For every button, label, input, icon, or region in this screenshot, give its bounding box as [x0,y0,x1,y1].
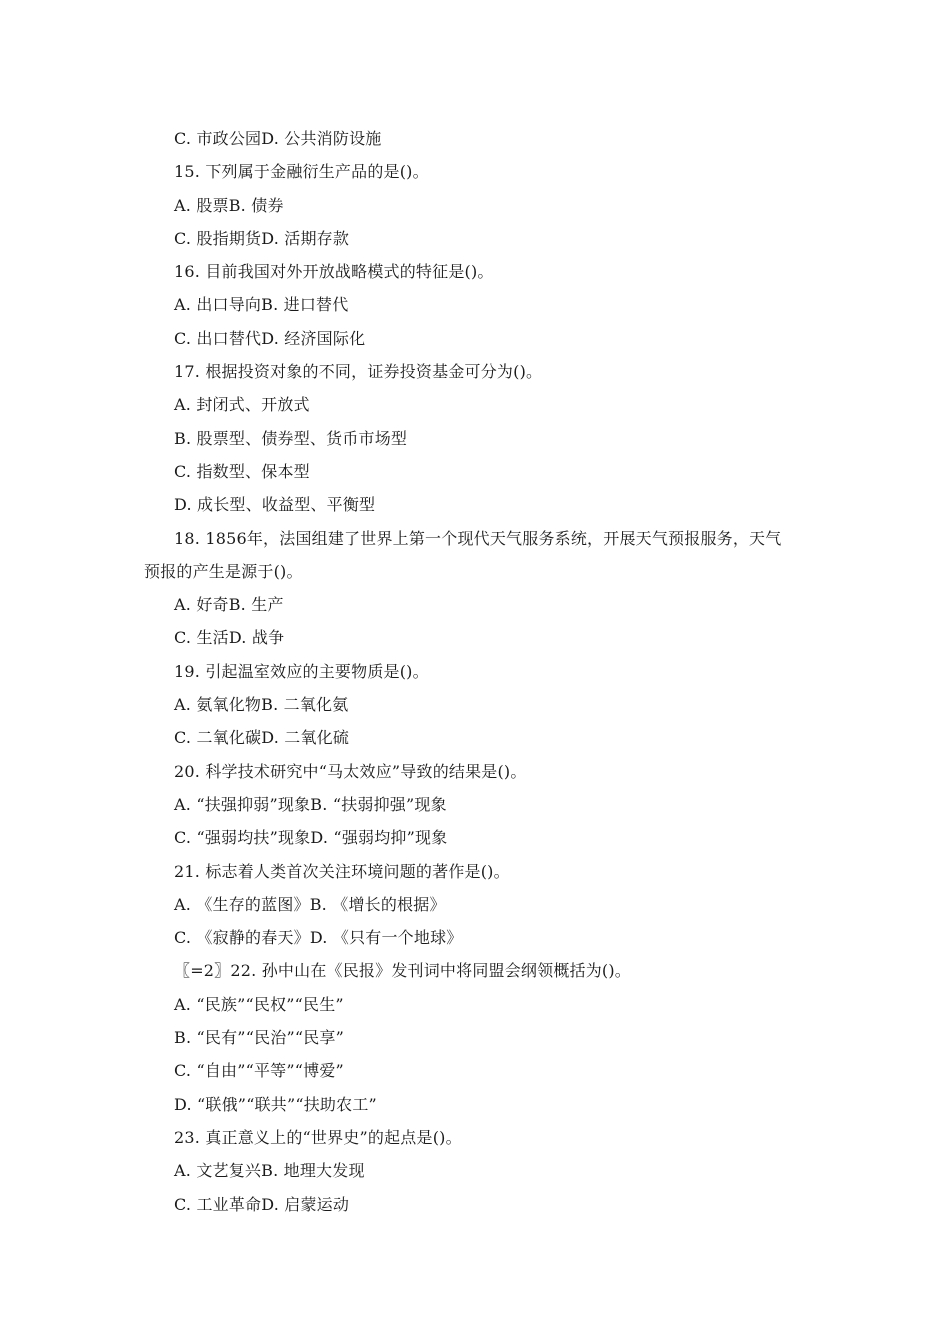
question-15: 15. 下列属于金融衍生产品的是()。 [174,162,429,182]
option-line-16ab: A. 出口导向B. 进口替代 [174,295,349,315]
question-20: 20. 科学技术研究中“马太效应”导致的结果是()。 [174,761,527,781]
option-22a: A. “民族”“民权”“民生” [174,994,344,1014]
question-16: 16. 目前我国对外开放战略模式的特征是()。 [174,262,494,282]
question-19: 19. 引起温室效应的主要物质是()。 [174,661,429,681]
option-line-18ab: A. 好奇B. 生产 [174,595,284,615]
option-line-18cd: C. 生活D. 战争 [174,628,285,648]
question-18-continued: 预报的产生是源于()。 [144,561,303,581]
option-line-23cd: C. 工业革命D. 启蒙运动 [174,1194,350,1214]
option-line-23ab: A. 文艺复兴B. 地理大发现 [174,1161,365,1181]
option-line-21ab: A. 《生存的蓝图》B. 《增长的根据》 [174,894,446,914]
option-line-15ab: A. 股票B. 债券 [174,195,284,215]
option-22b: B. “民有”“民治”“民享” [174,1028,345,1048]
option-17a: A. 封闭式、开放式 [174,395,310,415]
option-line-16cd: C. 出口替代D. 经济国际化 [174,328,366,348]
option-22d: D. “联俄”“联共”“扶助农工” [174,1094,377,1114]
option-line-19cd: C. 二氧化碳D. 二氧化硫 [174,728,350,748]
option-line-20cd: C. “强弱均扶”现象D. “强弱均抑”现象 [174,828,448,848]
option-22c: C. “自由”“平等”“博爱” [174,1061,344,1081]
question-22: 〖=2〗22. 孙中山在《民报》发刊词中将同盟会纲领概括为()。 [174,961,632,981]
question-18: 18. 1856年，法国组建了世界上第一个现代天气服务系统，开展天气预报服务，天气 [174,528,782,548]
question-23: 23. 真正意义上的“世界史”的起点是()。 [174,1127,462,1147]
option-line-21cd: C. 《寂静的春天》D. 《只有一个地球》 [174,928,463,948]
option-17d: D. 成长型、收益型、平衡型 [174,495,376,515]
option-line-15cd: C. 股指期货D. 活期存款 [174,228,350,248]
option-17c: C. 指数型、保本型 [174,461,310,481]
question-21: 21. 标志着人类首次关注环境问题的著作是()。 [174,861,510,881]
option-line-19ab: A. 氨氧化物B. 二氧化氨 [174,695,349,715]
option-line-20ab: A. “扶强抑弱”现象B. “扶弱抑强”现象 [174,794,447,814]
option-line-14cd: C. 市政公园D. 公共消防设施 [174,129,382,148]
option-17b: B. 股票型、债券型、货币市场型 [174,428,408,448]
question-17: 17. 根据投资对象的不同，证券投资基金可分为()。 [174,362,543,382]
